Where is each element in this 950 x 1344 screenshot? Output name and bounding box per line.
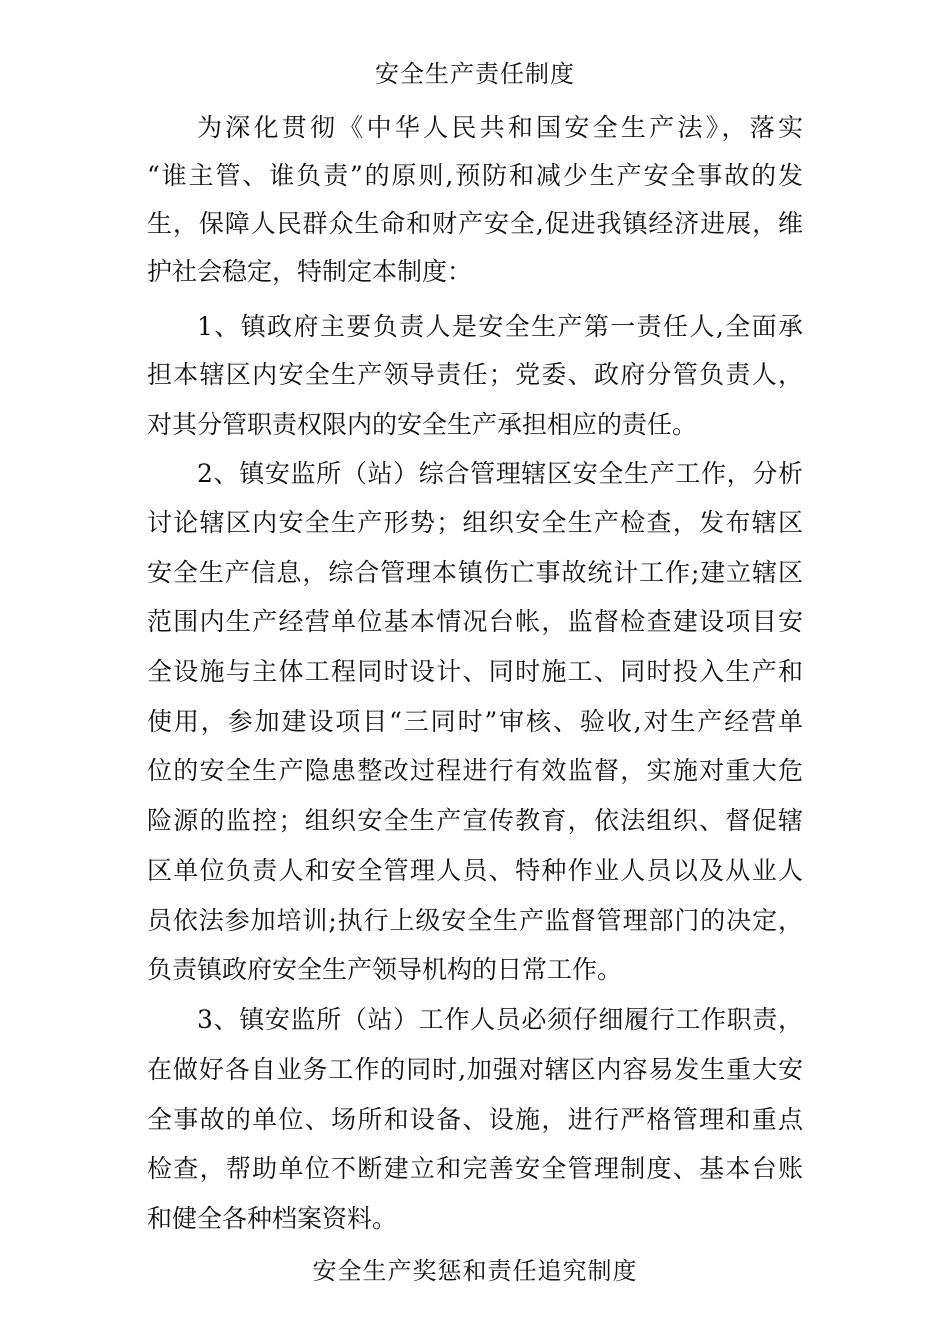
- paragraph-line: 为深化贯彻《中华人民共和国安全生产法》，落实: [197, 113, 803, 142]
- paragraph-line: 3、镇安监所（站）工作人员必须仔细履行工作职责，: [197, 1005, 803, 1034]
- paragraph-line: 1、镇政府主要负责人是安全生产第一责任人,全面承: [197, 312, 803, 341]
- paragraph-line: 检查，帮助单位不断建立和完善安全管理制度、基本台账: [147, 1154, 803, 1183]
- paragraph-line: 员依法参加培训;执行上级安全生产监督管理部门的决定，: [147, 906, 803, 935]
- paragraph-line: 对其分管职责权限内的安全生产承担相应的责任。: [147, 410, 698, 439]
- paragraph-line: 讨论辖区内安全生产形势；组织安全生产检查，发布辖区: [147, 508, 803, 537]
- paragraph-line: 和健全各种档案资料。: [147, 1204, 398, 1233]
- paragraph-line: 范围内生产经营单位基本情况台帐，监督检查建设项目安: [147, 607, 803, 636]
- paragraph-line: 负责镇政府安全生产领导机构的日常工作。: [147, 955, 623, 984]
- paragraph-line: 使用，参加建设项目“三同时”审核、验收,对生产经营单: [147, 707, 803, 736]
- paragraph-line: 险源的监控；组织安全生产宣传教育，依法组织、督促辖: [147, 806, 803, 835]
- paragraph-line: 2、镇安监所（站）综合管理辖区安全生产工作，分析: [197, 459, 803, 488]
- paragraph-line: 在做好各自业务工作的同时,加强对辖区内容易发生重大安: [147, 1055, 803, 1084]
- paragraph-line: “谁主管、谁负责”的原则,预防和减少生产安全事故的发: [147, 161, 803, 190]
- paragraph-line: 护社会稳定，特制定本制度：: [147, 257, 473, 286]
- page-title: 安全生产责任制度: [375, 60, 575, 88]
- paragraph-line: 担本辖区内安全生产领导责任；党委、政府分管负责人，: [147, 360, 803, 389]
- paragraph-line: 区单位负责人和安全管理人员、特种作业人员以及从业人: [147, 856, 803, 885]
- paragraph-line: 安全生产信息，综合管理本镇伤亡事故统计工作;建立辖区: [147, 558, 803, 587]
- paragraph-line: 生，保障人民群众生命和财产安全,促进我镇经济进展，维: [147, 209, 803, 238]
- paragraph-line: 全设施与主体工程同时设计、同时施工、同时投入生产和: [147, 657, 803, 686]
- paragraph-line: 位的安全生产隐患整改过程进行有效监督，实施对重大危: [147, 756, 803, 785]
- section-title: 安全生产奖惩和责任追究制度: [312, 1257, 638, 1285]
- paragraph-line: 全事故的单位、场所和设备、设施，进行严格管理和重点: [147, 1105, 803, 1134]
